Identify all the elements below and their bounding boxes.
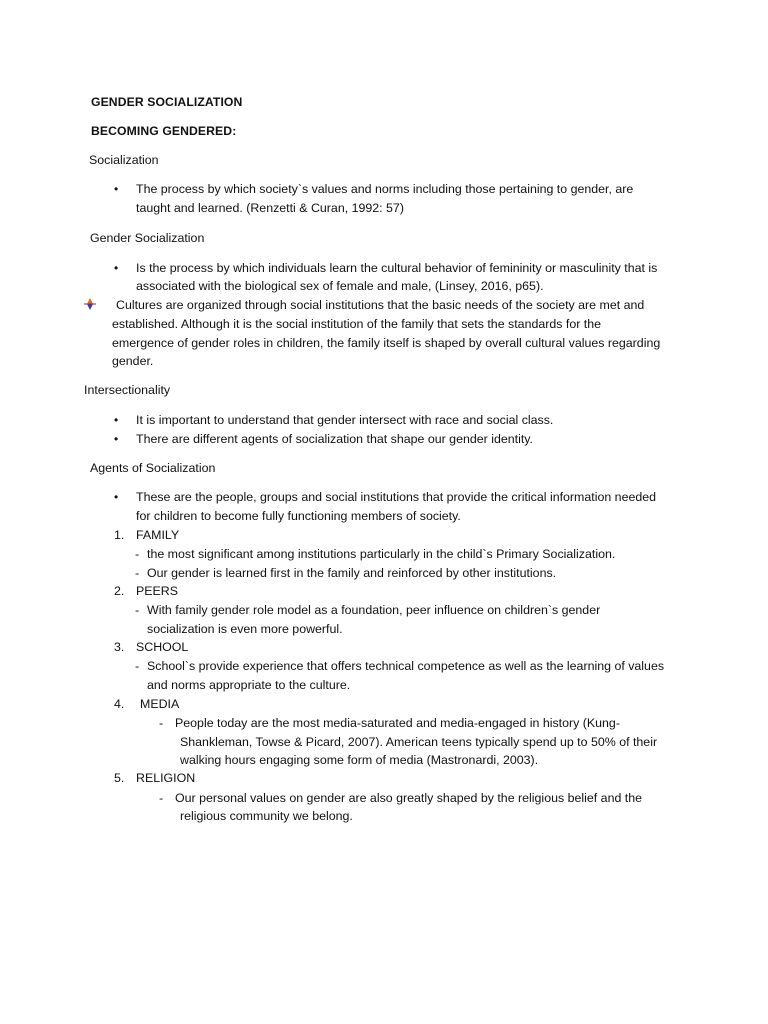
school-point-line-2: and norms appropriate to the culture. xyxy=(147,678,351,692)
dash-icon: - xyxy=(135,659,140,673)
media-point-line-2: Shankleman, Towse & Picard, 2007). American teens typically spend up to 50% of their xyxy=(180,735,658,749)
socialization-bullet-line-1: The process by which society`s values and norms including those pertaining to gender, are xyxy=(136,182,634,196)
media-point-line-1: People today are the most media-saturated and media-engaged in history (Kung- xyxy=(175,716,620,730)
agent-label-peers: PEERS xyxy=(136,584,179,598)
section-heading-intersectionality: Intersectionality xyxy=(84,383,171,397)
religion-point-line-2: religious community we belong. xyxy=(180,809,353,823)
list-number: 2. xyxy=(114,584,125,598)
list-number: 1. xyxy=(114,528,125,542)
cultures-paragraph-line-4: gender. xyxy=(112,354,154,368)
cultures-paragraph-line-1: Cultures are organized through social institutions that the basic needs of the society are met and xyxy=(116,298,645,312)
section-heading-socialization: Socialization xyxy=(89,153,159,167)
family-point-2: Our gender is learned first in the family and reinforced by other institutions. xyxy=(147,566,557,580)
agent-label-religion: RELIGION xyxy=(136,771,196,785)
agent-label-school: SCHOOL xyxy=(136,640,189,654)
dash-icon: - xyxy=(135,547,140,561)
gender-socialization-bullet-line-2: associated with the biological sex of female and male, (Linsey, 2016, p65). xyxy=(136,279,544,293)
media-point-line-3: walking hours engaging some form of media (Mastronardi, 2003). xyxy=(180,753,539,767)
school-point-line-1: School`s provide experience that offers technical competence as well as the learning of values xyxy=(147,659,665,673)
dash-icon: - xyxy=(159,716,164,730)
list-number: 5. xyxy=(114,771,125,785)
intersectionality-bullet-2: There are different agents of socialization that shape our gender identity. xyxy=(136,432,533,446)
agent-label-family: FAMILY xyxy=(136,528,180,542)
socialization-bullet-line-2: taught and learned. (Renzetti & Curan, 1992: 57) xyxy=(136,201,404,215)
agents-bullet-line-1: These are the people, groups and social institutions that provide the critical information needed xyxy=(136,490,657,504)
bullet-icon: • xyxy=(114,432,119,446)
intersectionality-bullet-1: It is important to understand that gender intersect with race and social class. xyxy=(136,413,554,427)
diamond-bullet-icon xyxy=(84,298,96,310)
cultures-paragraph-line-3: emergence of gender roles in children, the family itself is shaped by overall cultural values regarding xyxy=(112,336,661,350)
document-title: GENDER SOCIALIZATION xyxy=(91,95,243,109)
agent-label-media: MEDIA xyxy=(140,697,180,711)
bullet-icon: • xyxy=(114,182,119,196)
dash-icon: - xyxy=(135,566,140,580)
peers-point-line-2: socialization is even more powerful. xyxy=(147,622,343,636)
cultures-paragraph-line-2: established. Although it is the social institution of the family that sets the standards for the xyxy=(112,317,602,331)
agents-bullet-line-2: for children to become fully functioning members of society. xyxy=(136,509,461,523)
family-point-1: the most significant among institutions particularly in the child`s Primary Socialization. xyxy=(147,547,616,561)
section-heading-gender-socialization: Gender Socialization xyxy=(90,231,205,245)
bullet-icon: • xyxy=(114,413,119,427)
document-subtitle: BECOMING GENDERED: xyxy=(91,124,237,138)
list-number: 3. xyxy=(114,640,125,654)
bullet-icon: • xyxy=(114,490,119,504)
section-heading-agents: Agents of Socialization xyxy=(90,461,216,475)
bullet-icon: • xyxy=(114,261,119,275)
list-number: 4. xyxy=(114,697,125,711)
religion-point-line-1: Our personal values on gender are also greatly shaped by the religious belief and the xyxy=(175,791,643,805)
gender-socialization-bullet-line-1: Is the process by which individuals learn the cultural behavior of femininity or masculinity that is xyxy=(136,261,658,275)
dash-icon: - xyxy=(159,791,164,805)
dash-icon: - xyxy=(135,603,140,617)
peers-point-line-1: With family gender role model as a foundation, peer influence on children`s gender xyxy=(147,603,601,617)
